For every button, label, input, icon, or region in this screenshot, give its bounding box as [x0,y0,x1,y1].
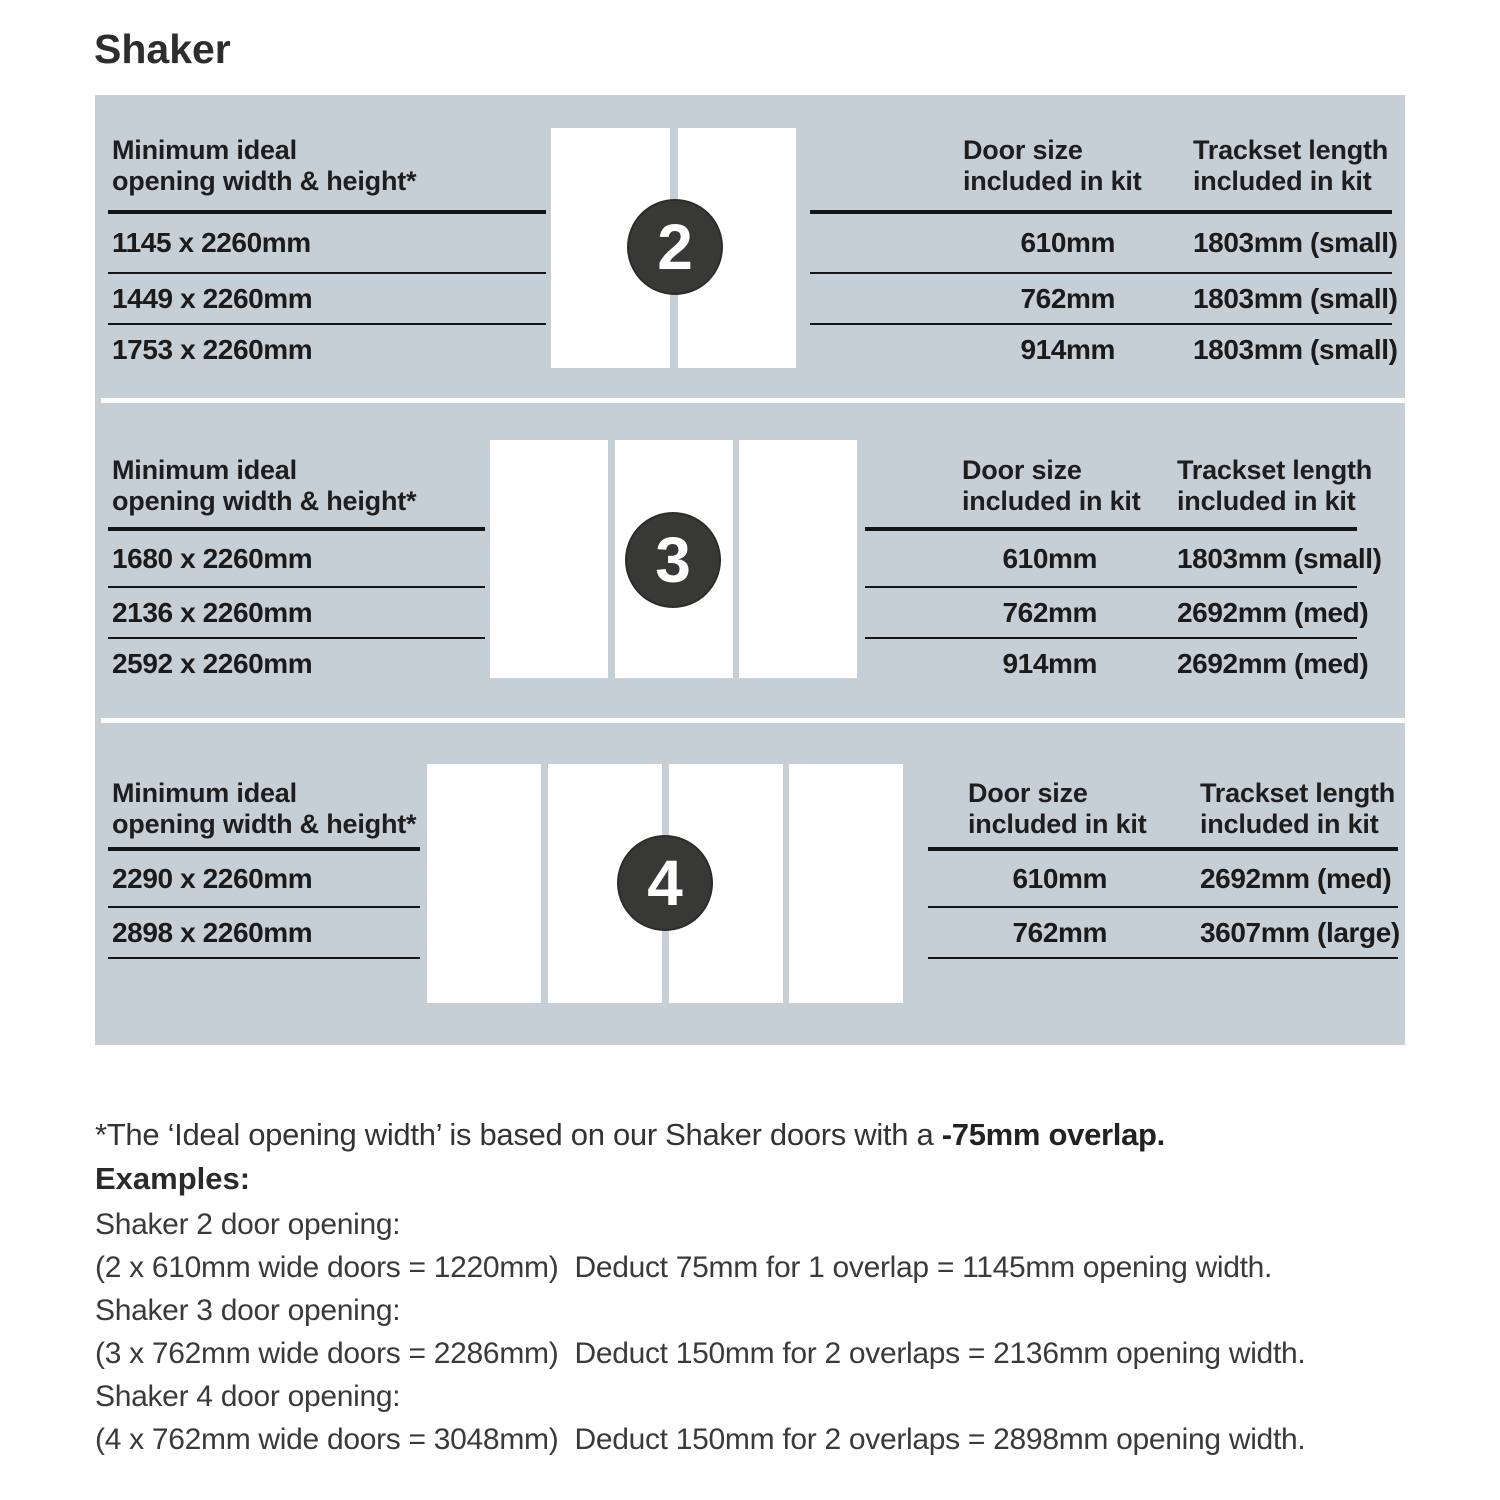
table-row [108,908,420,959]
trackset-cell: 3607mm (large) [1200,916,1400,948]
section-4-door [95,723,1405,1045]
example-line: (4 x 762mm wide doors = 3048mm) Deduct 150mm for 2 overlaps = 2898mm opening width. [95,1423,1306,1456]
table-row [810,325,1398,374]
door-count-badge: 2 [627,199,723,295]
page-title: Shaker [94,26,231,72]
door-count-badge: 3 [625,512,721,608]
table-row [928,908,1398,959]
door-panel [427,764,541,1003]
sizing-panel [95,95,1405,1045]
example-line: (2 x 610mm wide doors = 1220mm) Deduct 75mm for 1 overlap = 1145mm opening width. [95,1251,1273,1284]
door-size-cell: 610mm [1002,542,1097,574]
kit-table [928,851,1398,959]
table-row [108,588,485,639]
opening-size-table [108,531,485,688]
trackset-cell: 1803mm (small) [1193,227,1398,258]
door-size-cell: 914mm [1020,333,1115,365]
door-panel [739,440,857,678]
opening-size-cell: 1680 x 2260mm [112,542,313,574]
door-size-cell: 762mm [1002,596,1097,628]
door-panel [490,440,608,678]
table-row [810,214,1398,274]
kit-table [865,531,1382,688]
trackset-cell: 1803mm (small) [1193,282,1398,314]
opening-size-cell: 2290 x 2260mm [112,862,313,894]
table-row [865,531,1382,588]
example-line: Shaker 3 door opening: [95,1294,401,1327]
door-count-badge: 4 [617,835,713,931]
opening-size-table [108,851,420,959]
table-row [108,851,420,908]
example-line: Shaker 2 door opening: [95,1208,401,1241]
trackset-header: Trackset length included in kit [1193,135,1389,196]
door-size-cell: 762mm [1012,916,1107,948]
footnote: *The ‘Ideal opening width’ is based on our Shaker doors with a -75mm overlap. [95,1117,1165,1152]
door-panel [789,764,903,1003]
opening-size-cell: 1449 x 2260mm [112,282,313,314]
opening-size-cell: 1145 x 2260mm [112,227,311,258]
table-row [928,851,1398,908]
trackset-cell: 1803mm (small) [1193,333,1398,365]
examples-list [95,1203,1305,1461]
section-2-door [95,95,1405,398]
opening-size-cell: 1753 x 2260mm [112,333,313,365]
opening-size-cell: 2592 x 2260mm [112,647,313,679]
trackset-cell: 2692mm (med) [1177,647,1369,679]
table-row [108,325,546,374]
example-line: Shaker 4 door opening: [95,1380,401,1413]
kit-table [810,214,1398,374]
left-table-header: Minimum ideal opening width & height* [112,778,417,839]
door-size-header: Door size included in kit [962,455,1141,516]
table-row [108,639,485,688]
left-table-header: Minimum ideal opening width & height* [112,135,417,196]
door-size-cell: 610mm [1020,227,1115,258]
trackset-cell: 2692mm (med) [1200,862,1392,894]
example-line: (3 x 762mm wide doors = 2286mm) Deduct 150mm for 2 overlaps = 2136mm opening width. [95,1337,1306,1370]
table-row [810,274,1398,325]
trackset-cell: 1803mm (small) [1177,542,1382,574]
door-size-cell: 610mm [1012,862,1107,894]
opening-size-table [108,214,546,374]
table-row [108,274,546,325]
door-size-header: Door size included in kit [968,778,1147,839]
door-size-cell: 914mm [1002,647,1097,679]
opening-size-cell: 2136 x 2260mm [112,596,313,628]
examples-heading: Examples: [95,1161,251,1196]
section-3-door [95,403,1405,718]
trackset-header: Trackset length included in kit [1200,778,1396,839]
trackset-cell: 2692mm (med) [1177,596,1369,628]
table-row [108,214,546,274]
opening-size-cell: 2898 x 2260mm [112,916,313,948]
table-row [108,531,485,588]
table-row [865,588,1369,639]
left-table-header: Minimum ideal opening width & height* [112,455,417,516]
table-row [865,639,1369,688]
door-size-cell: 762mm [1020,282,1115,314]
trackset-header: Trackset length included in kit [1177,455,1373,516]
door-size-header: Door size included in kit [963,135,1142,196]
